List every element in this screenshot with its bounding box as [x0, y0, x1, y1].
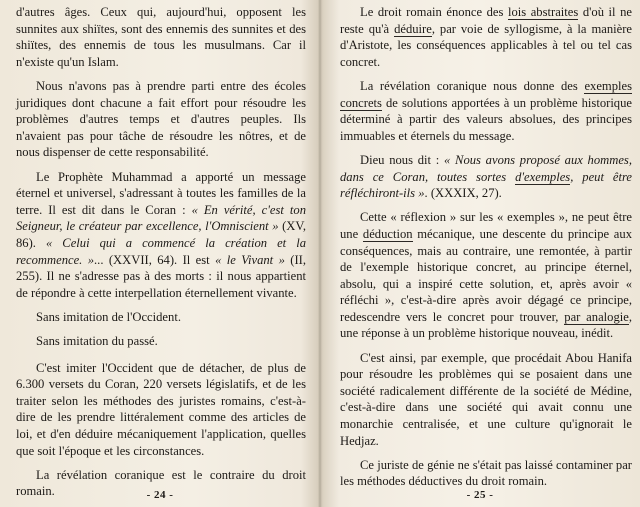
underlined-phrase: déduire — [394, 21, 432, 36]
paragraph — [16, 169, 306, 302]
text-span: Le Prophète Muhammad a apporté un message éternel et universel, s'adressant à toutes les familles de la terre. Il est dit dans le Coran : — [16, 169, 306, 217]
text-span: . (XXXIX, 27). — [424, 186, 502, 201]
paragraph — [340, 209, 632, 342]
paragraph: d'autres âges. Ceux qui, aujourd'hui, opposent les sunnites aux shiïtes, sont des ennemis des sunnites et des shiïtes, des ennemis de tous les musulmans. Car il n'existe qu'un Islam. — [16, 5, 306, 69]
text-span: mécanique, une descente du principe aux conséquences, mais au contraire, une remontée, à partir de l'exemple historique concret, au principe éternel, absolu, qui a inspiré cette solution, et, après avoir « réfléchi », c'est-à-dire après avoir dégagé ce principe, redescendre vers le concret pour trouver, — [340, 226, 632, 324]
right-page-text — [340, 4, 632, 490]
paragraph: C'est imiter l'Occident que de détacher, de plus de 6.300 versets du Coran, 220 versets législatifs, et de les traiter selon les méthodes des juristes romains, c'est-à-dire de les prendre littéralement comme des articles de loi, et d'en déduire mécaniquement l'application, quelles que soit l'époque et les circonstances. — [16, 360, 306, 458]
quote: « En vérité, c'est ton Seigneur, le créateur par excellence, l'Omniscient » — [16, 202, 306, 234]
text-span: de solutions apportées à un problème historique déterminé à partir des valeurs absolues, des principes immuables et éternels du message. — [340, 95, 632, 143]
quote: « Celui qui a commencé la création et la recommence. » — [16, 235, 306, 267]
page-number: - 25 - — [466, 489, 494, 501]
text-span: La révélation coranique nous donne des — [360, 78, 585, 93]
text-span: Cette « réflexion » sur les « exemples », ne peut être une — [340, 210, 632, 241]
underlined-phrase: d'exemples — [515, 169, 571, 184]
right-page — [320, 0, 640, 507]
text-span: ... (XXVII, 64). Il est — [94, 252, 216, 267]
paragraph — [340, 4, 632, 70]
paragraph: C'est ainsi, par exemple, que procédait Abou Hanifa pour résoudre les problèmes qui se posaient dans une société radicalement différente de la société de Médine, c'est-à-dire dans une société qui avait connu une monarchie centralisée, et une culture qu'ignorait le Hedjaz. — [340, 350, 632, 448]
paragraph: La révélation coranique est le contraire du droit romain. — [16, 467, 306, 499]
text-span: (II, 255). Il ne s'adresse pas à des morts : il nous appartient de répondre à cette interpellation éternellement vivante. — [16, 252, 306, 300]
underlined-phrase: par analogie — [564, 309, 629, 324]
paragraph — [340, 152, 632, 202]
quote: « le Vivant » — [215, 252, 285, 267]
text-span: (XV, 86). — [16, 219, 306, 250]
paragraph: Ce juriste de génie ne s'était pas laissé contaminer par les méthodes déductives du droit romain. — [340, 457, 632, 489]
page-number: - 24 - — [146, 489, 174, 501]
text-span: , une réponse à un problème historique nouveau, inédit. — [340, 309, 632, 341]
text-span: Dieu nous dit : — [360, 152, 445, 167]
paragraph: Nous n'avons pas à prendre parti entre des écoles juridiques dont chacune a fait effort pour résoudre les problèmes d'autres temps et d'autres peuples. Ils n'avaient pas pour tâche de résoudre les nôtres, et de nous dispenser de cette responsabilité. — [16, 78, 306, 160]
text-span: d'où il ne reste qu'à — [340, 5, 632, 36]
quote: , peut être réfléchiront-ils » — [340, 169, 632, 201]
paragraph — [340, 78, 632, 144]
underlined-phrase: déduction — [362, 226, 413, 241]
underlined-phrase: exemples concrets — [340, 78, 632, 110]
left-page-text — [16, 4, 306, 500]
paragraph: Sans imitation de l'Occident. — [36, 309, 181, 324]
quote: « Nous avons proposé aux hommes, dans ce Coran, toutes sortes — [340, 152, 632, 184]
paragraph: Sans imitation du passé. — [36, 334, 158, 349]
underlined-phrase: lois abstraites — [507, 5, 579, 19]
text-span: , par voie de syllogisme, à la manière d'Aristote, les conséquences applicables à tel ou tel cas concret. — [340, 21, 632, 69]
text-span: Le droit romain énonce des — [360, 5, 508, 19]
